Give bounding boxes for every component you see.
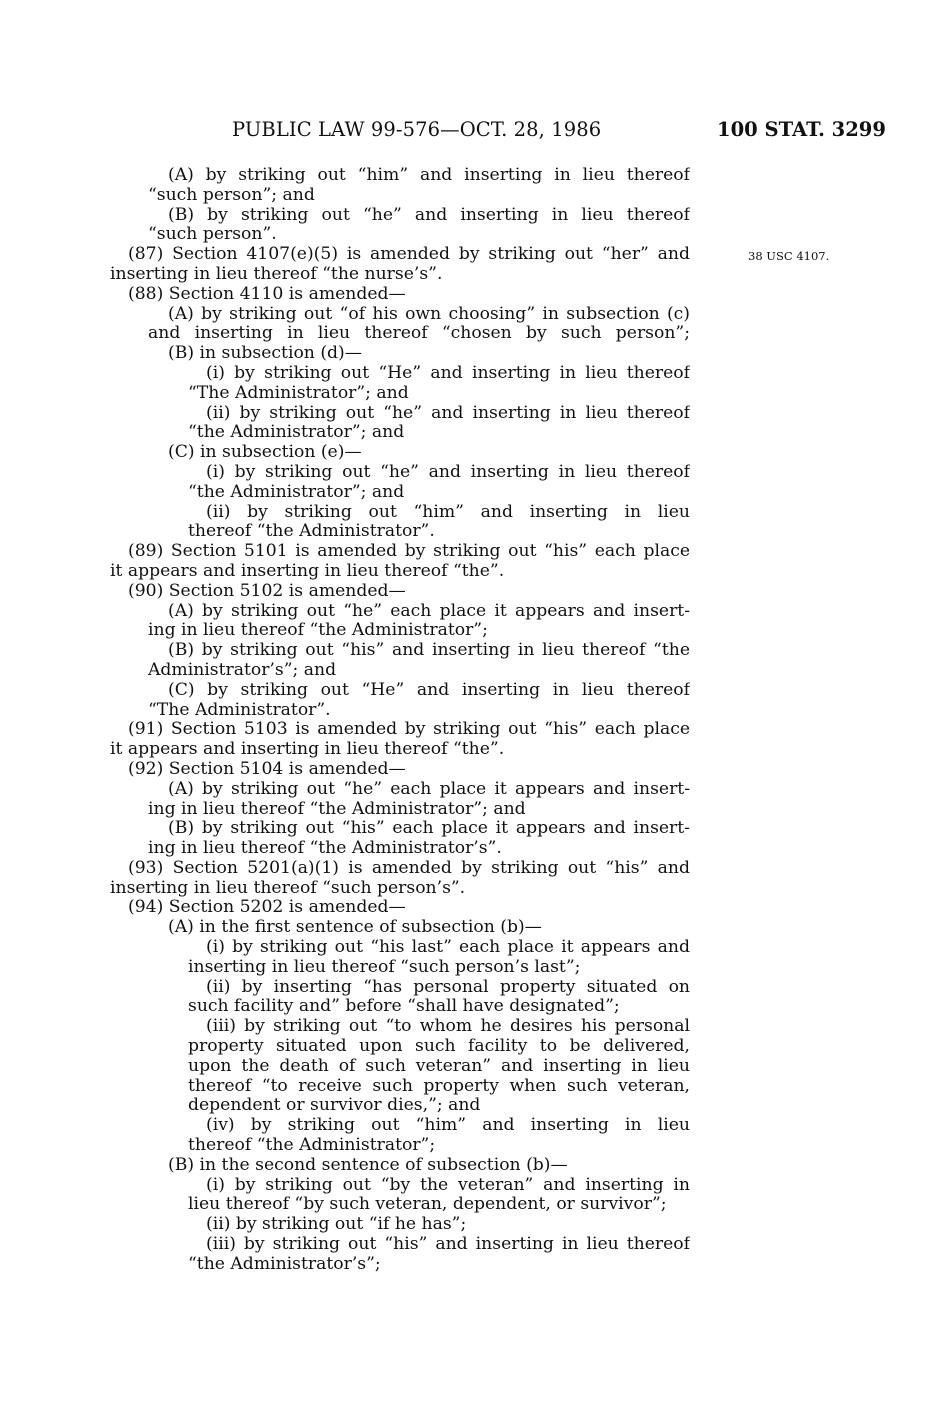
text-line: dependent or survivor dies,”; and — [188, 1095, 481, 1116]
text-line: property situated upon such facility to be delivered, — [188, 1037, 690, 1057]
text-line: (i) by striking out “he” and inserting in lieu thereof — [206, 462, 690, 482]
text-line: thereof “the Administrator”. — [188, 521, 435, 542]
text-line: (90) Section 5102 is amended— — [128, 580, 406, 601]
text-line: such facility and” before “shall have designated”; — [188, 996, 620, 1017]
text-line: (87) Section 4107(e)(5) is amended by striking out “her” and — [128, 245, 690, 265]
text-line: ing in lieu thereof “the Administrator’s”. — [148, 838, 502, 859]
text-line: thereof “to receive such property when such veteran, — [188, 1076, 690, 1096]
text-line: (B) by striking out “his” and inserting in lieu thereof “the — [168, 641, 690, 661]
text-line: (C) by striking out “He” and inserting in lieu thereof — [168, 680, 690, 700]
text-line: thereof “the Administrator”; — [188, 1135, 436, 1156]
text-line: upon the death of such veteran” and inserting in lieu — [188, 1056, 690, 1076]
text-line: and inserting in lieu thereof “chosen by such person”; — [148, 324, 690, 344]
text-line: “The Administrator”. — [148, 699, 331, 720]
margin-citation: 38 USC 4107. — [748, 249, 830, 263]
text-line: ing in lieu thereof “the Administrator”; and — [148, 798, 526, 819]
statute-text — [110, 166, 690, 1275]
text-line: (A) by striking out “he” each place it appears and insert- — [168, 779, 690, 799]
text-line: (ii) by striking out “if he has”; — [206, 1214, 467, 1235]
text-line: (ii) by striking out “he” and inserting in lieu thereof — [206, 403, 690, 423]
text-line: (i) by striking out “by the veteran” and inserting in — [206, 1175, 690, 1195]
text-line: “such person”. — [148, 224, 277, 245]
text-line: (B) in subsection (d)— — [168, 343, 362, 364]
text-line: (ii) by inserting “has personal property situated on — [206, 977, 690, 997]
text-line: (94) Section 5202 is amended— — [128, 897, 406, 918]
text-line: (iii) by striking out “his” and inserting in lieu thereof — [206, 1235, 690, 1255]
text-line: (B) in the second sentence of subsection (b)— — [168, 1154, 568, 1175]
text-line: (92) Section 5104 is amended— — [128, 758, 406, 779]
text-line: (A) by striking out “he” each place it appears and insert- — [168, 601, 690, 621]
text-line: (ii) by striking out “him” and inserting in lieu — [206, 502, 690, 522]
text-line: (89) Section 5101 is amended by striking out “his” each place — [128, 542, 690, 562]
text-line: inserting in lieu thereof “such person’s last”; — [188, 956, 581, 977]
text-line: (A) by striking out “of his own choosing” in subsection (c) — [168, 304, 690, 324]
text-line: Administrator’s”; and — [148, 659, 337, 680]
text-line: lieu thereof “by such veteran, dependent, or survivor”; — [188, 1194, 667, 1215]
text-line: “The Administrator”; and — [188, 382, 409, 403]
text-line: (B) by striking out “his” each place it appears and insert- — [168, 819, 690, 839]
text-line: “the Administrator’s”; — [188, 1253, 381, 1274]
text-line: it appears and inserting in lieu thereof “the”. — [110, 560, 505, 581]
text-line: inserting in lieu thereof “the nurse’s”. — [110, 263, 443, 284]
text-line: (B) by striking out “he” and inserting in lieu thereof — [168, 205, 690, 225]
text-line: (i) by striking out “his last” each place it appears and — [206, 938, 690, 958]
text-line: (A) in the first sentence of subsection (b)— — [168, 917, 542, 938]
page-number: 100 STAT. 3299 — [717, 118, 886, 141]
text-line: (i) by striking out “He” and inserting in lieu thereof — [206, 363, 690, 383]
text-line: it appears and inserting in lieu thereof “the”. — [110, 739, 505, 760]
running-header-title: PUBLIC LAW 99-576—OCT. 28, 1986 — [232, 118, 602, 141]
text-line: (A) by striking out “him” and inserting in lieu thereof — [168, 166, 690, 185]
text-line: (93) Section 5201(a)(1) is amended by striking out “his” and — [128, 858, 690, 878]
text-line: ing in lieu thereof “the Administrator”; — [148, 620, 488, 641]
text-line: (91) Section 5103 is amended by striking out “his” each place — [128, 720, 690, 740]
text-line: (iii) by striking out “to whom he desires his personal — [206, 1017, 690, 1037]
text-line: “such person”; and — [148, 184, 315, 205]
text-line: “the Administrator”; and — [188, 481, 405, 502]
text-line: inserting in lieu thereof “such person’s”. — [110, 877, 466, 898]
text-line: (88) Section 4110 is amended— — [128, 283, 406, 304]
text-line: (iv) by striking out “him” and inserting in lieu — [206, 1116, 690, 1136]
text-line: “the Administrator”; and — [188, 422, 405, 443]
text-line: (C) in subsection (e)— — [168, 442, 362, 463]
